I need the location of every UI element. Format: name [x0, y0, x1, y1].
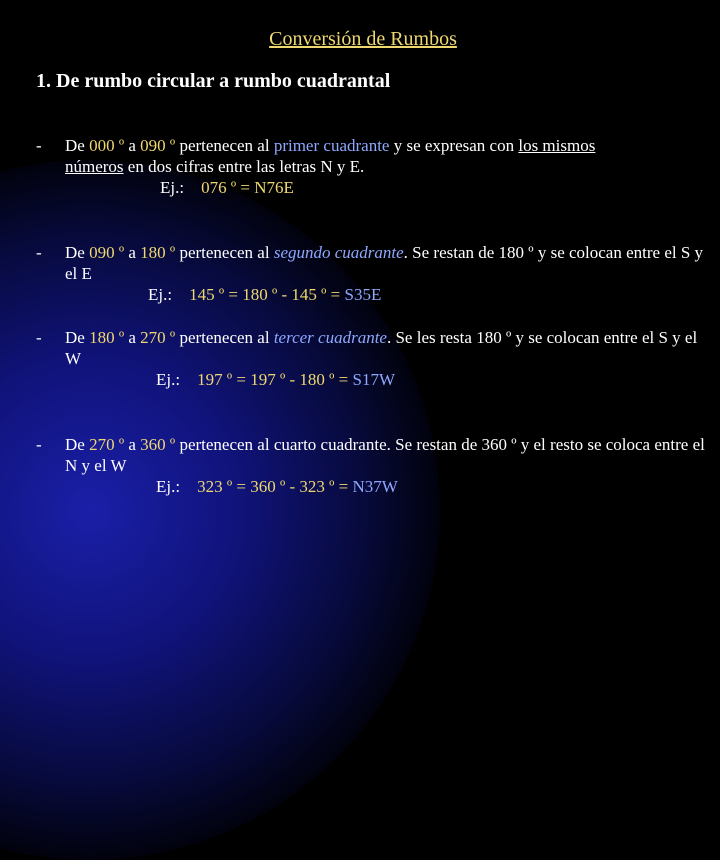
- bullet-first-quadrant: [36, 135, 706, 198]
- angle-end: 180 º: [140, 243, 176, 262]
- quadrant-name: primer cuadrante: [273, 136, 390, 155]
- example-equation: 197 º = 197 º - 180 º =: [197, 370, 353, 389]
- bullet-third-quadrant: [36, 327, 706, 390]
- bullet-text: [65, 327, 706, 390]
- angle-end: 270 º: [140, 328, 176, 347]
- text-segment: pertenecen al cuarto cuadrante. Se restan de 360 º y el resto se coloca entre el N y el W: [65, 435, 705, 475]
- quadrant-name: segundo cuadrante: [273, 243, 404, 262]
- example-result: N37W: [352, 477, 398, 496]
- text-segment: De: [65, 243, 90, 262]
- quadrant-name: tercer cuadrante: [273, 328, 387, 347]
- angle-end: 090 º: [140, 136, 176, 155]
- example-equation: 145 º = 180 º - 145 º =: [189, 285, 345, 304]
- bullet-text: [65, 434, 706, 497]
- example-label: Ej.:: [160, 178, 185, 197]
- section-heading: [36, 70, 390, 93]
- text-segment: pertenecen al: [175, 328, 274, 347]
- example-result: S17W: [352, 370, 395, 389]
- text-segment: a: [124, 136, 141, 155]
- example-equation: 076 º = N76E: [201, 178, 294, 197]
- example-line: [65, 476, 706, 497]
- bullet-second-quadrant: [36, 242, 706, 305]
- angle-start: 090 º: [89, 243, 125, 262]
- angle-start: 180 º: [89, 328, 125, 347]
- text-segment: pertenecen al: [175, 243, 274, 262]
- text-segment: De: [65, 136, 90, 155]
- angle-end: 360 º: [140, 435, 176, 454]
- text-segment: a: [124, 435, 141, 454]
- underlined-text: números: [65, 157, 124, 176]
- slide-title: Conversión de Rumbos: [269, 28, 457, 50]
- text-segment: . Se restan de 180 º y se colocan entre el S y el E: [65, 243, 704, 283]
- bullet-fourth-quadrant: [36, 434, 706, 497]
- angle-start: 000 º: [89, 136, 125, 155]
- section-heading-text: De rumbo circular a rumbo cuadrantal: [56, 70, 391, 92]
- text-segment: a: [124, 328, 141, 347]
- example-label: Ej.:: [156, 370, 181, 389]
- bullet-dash: -: [36, 136, 42, 155]
- text-segment: en dos cifras entre las letras N y E.: [123, 157, 365, 176]
- bullet-text: [65, 135, 706, 198]
- example-label: Ej.:: [148, 285, 173, 304]
- example-label: Ej.:: [156, 477, 181, 496]
- bullet-dash: -: [36, 243, 42, 262]
- example-line: [65, 284, 706, 305]
- example-equation: 323 º = 360 º - 323 º =: [197, 477, 353, 496]
- example-line: [65, 369, 706, 390]
- underlined-text: los mismos: [518, 136, 596, 155]
- section-number: 1.: [36, 70, 51, 92]
- text-segment: pertenecen al: [175, 136, 274, 155]
- text-segment: . Se les resta 180 º y se colocan entre el S y el W: [65, 328, 698, 368]
- text-segment: De: [65, 435, 90, 454]
- text-segment: De: [65, 328, 90, 347]
- bullet-dash: -: [36, 435, 42, 454]
- example-result: S35E: [344, 285, 382, 304]
- example-line: [65, 177, 706, 198]
- bullet-dash: -: [36, 328, 42, 347]
- angle-start: 270 º: [89, 435, 125, 454]
- text-segment: y se expresan con: [389, 136, 519, 155]
- text-segment: a: [124, 243, 141, 262]
- bullet-text: [65, 242, 706, 305]
